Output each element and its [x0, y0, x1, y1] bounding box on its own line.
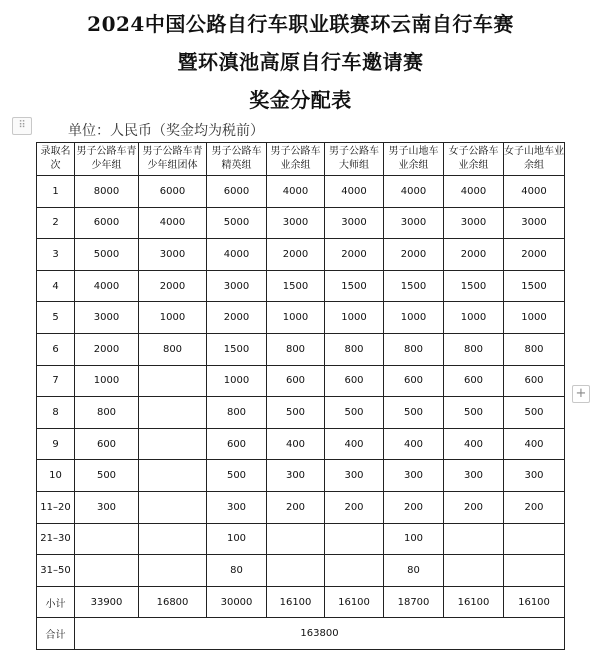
- prize-cell: 800: [139, 333, 207, 365]
- prize-cell: 4000: [384, 176, 444, 208]
- table-row: [37, 207, 565, 239]
- prize-cell: 100: [207, 523, 267, 555]
- prize-cell: 1000: [139, 302, 207, 334]
- rank-cell: 21–30: [37, 523, 75, 555]
- prize-cell: 600: [207, 428, 267, 460]
- prize-cell: 16800: [139, 586, 207, 618]
- prize-cell: 200: [267, 491, 325, 523]
- prize-cell: 1000: [444, 302, 504, 334]
- prize-cell: 4000: [139, 207, 207, 239]
- prize-cell: 5000: [75, 239, 139, 271]
- prize-cell: [325, 555, 384, 587]
- prize-cell: [504, 523, 565, 555]
- rank-cell: 31–50: [37, 555, 75, 587]
- prize-cell: [267, 555, 325, 587]
- prize-cell: [139, 428, 207, 460]
- prize-cell: 600: [384, 365, 444, 397]
- prize-cell: 30000: [207, 586, 267, 618]
- header-col-8: 女子山地车业余组: [504, 143, 565, 176]
- prize-cell: 2000: [267, 239, 325, 271]
- prize-cell: 600: [325, 365, 384, 397]
- prize-cell: 800: [444, 333, 504, 365]
- prize-cell: 1500: [504, 270, 565, 302]
- table-row: [37, 555, 565, 587]
- rank-cell: 3: [37, 239, 75, 271]
- prize-cell: 800: [75, 397, 139, 429]
- prize-cell: 500: [504, 397, 565, 429]
- prize-cell: [139, 460, 207, 492]
- prize-cell: 300: [75, 491, 139, 523]
- prize-table: [36, 142, 565, 650]
- prize-cell: 2000: [139, 270, 207, 302]
- table-row: [37, 491, 565, 523]
- prize-cell: 800: [207, 397, 267, 429]
- prize-cell: 200: [444, 491, 504, 523]
- prize-cell: 6000: [139, 176, 207, 208]
- table-body: [37, 176, 565, 618]
- subtotal-row: [37, 586, 565, 618]
- prize-cell: 6000: [75, 207, 139, 239]
- header-col-5: 男子公路车大师组: [325, 143, 384, 176]
- table-row: [37, 460, 565, 492]
- prize-cell: [444, 523, 504, 555]
- prize-cell: 400: [444, 428, 504, 460]
- prize-cell: 4000: [444, 176, 504, 208]
- table-row: [37, 428, 565, 460]
- total-value: 163800: [75, 618, 565, 650]
- prize-cell: 16100: [444, 586, 504, 618]
- prize-cell: 800: [504, 333, 565, 365]
- prize-cell: 400: [267, 428, 325, 460]
- prize-cell: [325, 523, 384, 555]
- header-col-7: 女子公路车业余组: [444, 143, 504, 176]
- prize-cell: 2000: [444, 239, 504, 271]
- table-row: [37, 302, 565, 334]
- prize-cell: 500: [267, 397, 325, 429]
- prize-cell: 3000: [325, 207, 384, 239]
- prize-cell: 300: [207, 491, 267, 523]
- prize-cell: 100: [384, 523, 444, 555]
- prize-cell: [267, 523, 325, 555]
- rank-cell: 2: [37, 207, 75, 239]
- prize-cell: 1000: [207, 365, 267, 397]
- prize-cell: 300: [325, 460, 384, 492]
- table-row: [37, 397, 565, 429]
- total-label: 合计: [37, 618, 75, 650]
- prize-cell: 600: [267, 365, 325, 397]
- prize-cell: 500: [75, 460, 139, 492]
- prize-cell: [139, 365, 207, 397]
- rank-cell: 4: [37, 270, 75, 302]
- table-row: [37, 176, 565, 208]
- table-move-handle-icon[interactable]: ⠿: [12, 117, 32, 135]
- prize-cell: 3000: [504, 207, 565, 239]
- prize-cell: 3000: [444, 207, 504, 239]
- total-row: [37, 618, 565, 650]
- prize-cell: 3000: [384, 207, 444, 239]
- rank-cell: 7: [37, 365, 75, 397]
- prize-cell: 1000: [384, 302, 444, 334]
- prize-cell: 200: [325, 491, 384, 523]
- prize-cell: [139, 397, 207, 429]
- prize-cell: [139, 523, 207, 555]
- table-row: [37, 239, 565, 271]
- prize-cell: 1000: [325, 302, 384, 334]
- prize-cell: [504, 555, 565, 587]
- prize-cell: 16100: [504, 586, 565, 618]
- prize-cell: 3000: [139, 239, 207, 271]
- header-rank: 录取名次: [37, 143, 75, 176]
- title-line-3: 奖金分配表: [249, 88, 352, 112]
- prize-cell: 500: [325, 397, 384, 429]
- prize-cell: 500: [207, 460, 267, 492]
- add-column-button[interactable]: +: [572, 385, 590, 403]
- table-row: [37, 270, 565, 302]
- prize-cell: 5000: [207, 207, 267, 239]
- title-line-2: 暨环滇池高原自行车邀请赛: [177, 50, 424, 74]
- prize-cell: 400: [504, 428, 565, 460]
- prize-cell: 600: [504, 365, 565, 397]
- prize-cell: 33900: [75, 586, 139, 618]
- prize-cell: 8000: [75, 176, 139, 208]
- rank-cell: 1: [37, 176, 75, 208]
- prize-cell: 3000: [75, 302, 139, 334]
- prize-cell: 1500: [267, 270, 325, 302]
- header-col-2: 男子公路车青少年组团体: [139, 143, 207, 176]
- header-col-1: 男子公路车青少年组: [75, 143, 139, 176]
- prize-cell: 2000: [207, 302, 267, 334]
- prize-cell: 1000: [267, 302, 325, 334]
- rank-cell: 小计: [37, 586, 75, 618]
- prize-cell: 80: [207, 555, 267, 587]
- unit-note: 单位：人民币（奖金均为税前）: [68, 123, 264, 139]
- prize-cell: 800: [267, 333, 325, 365]
- prize-cell: 500: [384, 397, 444, 429]
- prize-cell: 2000: [504, 239, 565, 271]
- rank-cell: 10: [37, 460, 75, 492]
- prize-cell: 3000: [267, 207, 325, 239]
- prize-cell: 400: [384, 428, 444, 460]
- prize-cell: 80: [384, 555, 444, 587]
- prize-cell: 1000: [504, 302, 565, 334]
- prize-cell: 200: [504, 491, 565, 523]
- prize-cell: 800: [384, 333, 444, 365]
- table-row: [37, 523, 565, 555]
- prize-cell: 1500: [444, 270, 504, 302]
- prize-cell: 2000: [325, 239, 384, 271]
- prize-cell: 2000: [384, 239, 444, 271]
- prize-cell: 16100: [325, 586, 384, 618]
- rank-cell: 6: [37, 333, 75, 365]
- prize-cell: 6000: [207, 176, 267, 208]
- prize-cell: 600: [444, 365, 504, 397]
- header-row: [37, 143, 565, 176]
- table-row: [37, 365, 565, 397]
- prize-cell: 1500: [207, 333, 267, 365]
- prize-cell: 1500: [384, 270, 444, 302]
- prize-cell: 200: [384, 491, 444, 523]
- prize-cell: 500: [444, 397, 504, 429]
- header-col-4: 男子公路车业余组: [267, 143, 325, 176]
- prize-cell: 4000: [267, 176, 325, 208]
- prize-cell: 4000: [504, 176, 565, 208]
- prize-cell: [75, 555, 139, 587]
- prize-cell: [444, 555, 504, 587]
- rank-cell: 8: [37, 397, 75, 429]
- prize-cell: 300: [444, 460, 504, 492]
- prize-cell: 18700: [384, 586, 444, 618]
- prize-cell: 800: [325, 333, 384, 365]
- table-row: [37, 333, 565, 365]
- header-col-6: 男子山地车业余组: [384, 143, 444, 176]
- prize-cell: 300: [384, 460, 444, 492]
- title-line-1: 2024中国公路自行车职业联赛环云南自行车赛: [87, 12, 514, 36]
- prize-cell: 300: [267, 460, 325, 492]
- prize-cell: 4000: [325, 176, 384, 208]
- prize-cell: 2000: [75, 333, 139, 365]
- prize-cell: 1000: [75, 365, 139, 397]
- prize-cell: 300: [504, 460, 565, 492]
- rank-cell: 9: [37, 428, 75, 460]
- prize-cell: 16100: [267, 586, 325, 618]
- prize-cell: 600: [75, 428, 139, 460]
- prize-cell: [139, 491, 207, 523]
- prize-cell: [75, 523, 139, 555]
- rank-cell: 5: [37, 302, 75, 334]
- prize-cell: [139, 555, 207, 587]
- header-col-3: 男子公路车精英组: [207, 143, 267, 176]
- prize-cell: 400: [325, 428, 384, 460]
- rank-cell: 11–20: [37, 491, 75, 523]
- prize-cell: 3000: [207, 270, 267, 302]
- prize-cell: 1500: [325, 270, 384, 302]
- prize-cell: 4000: [75, 270, 139, 302]
- prize-cell: 4000: [207, 239, 267, 271]
